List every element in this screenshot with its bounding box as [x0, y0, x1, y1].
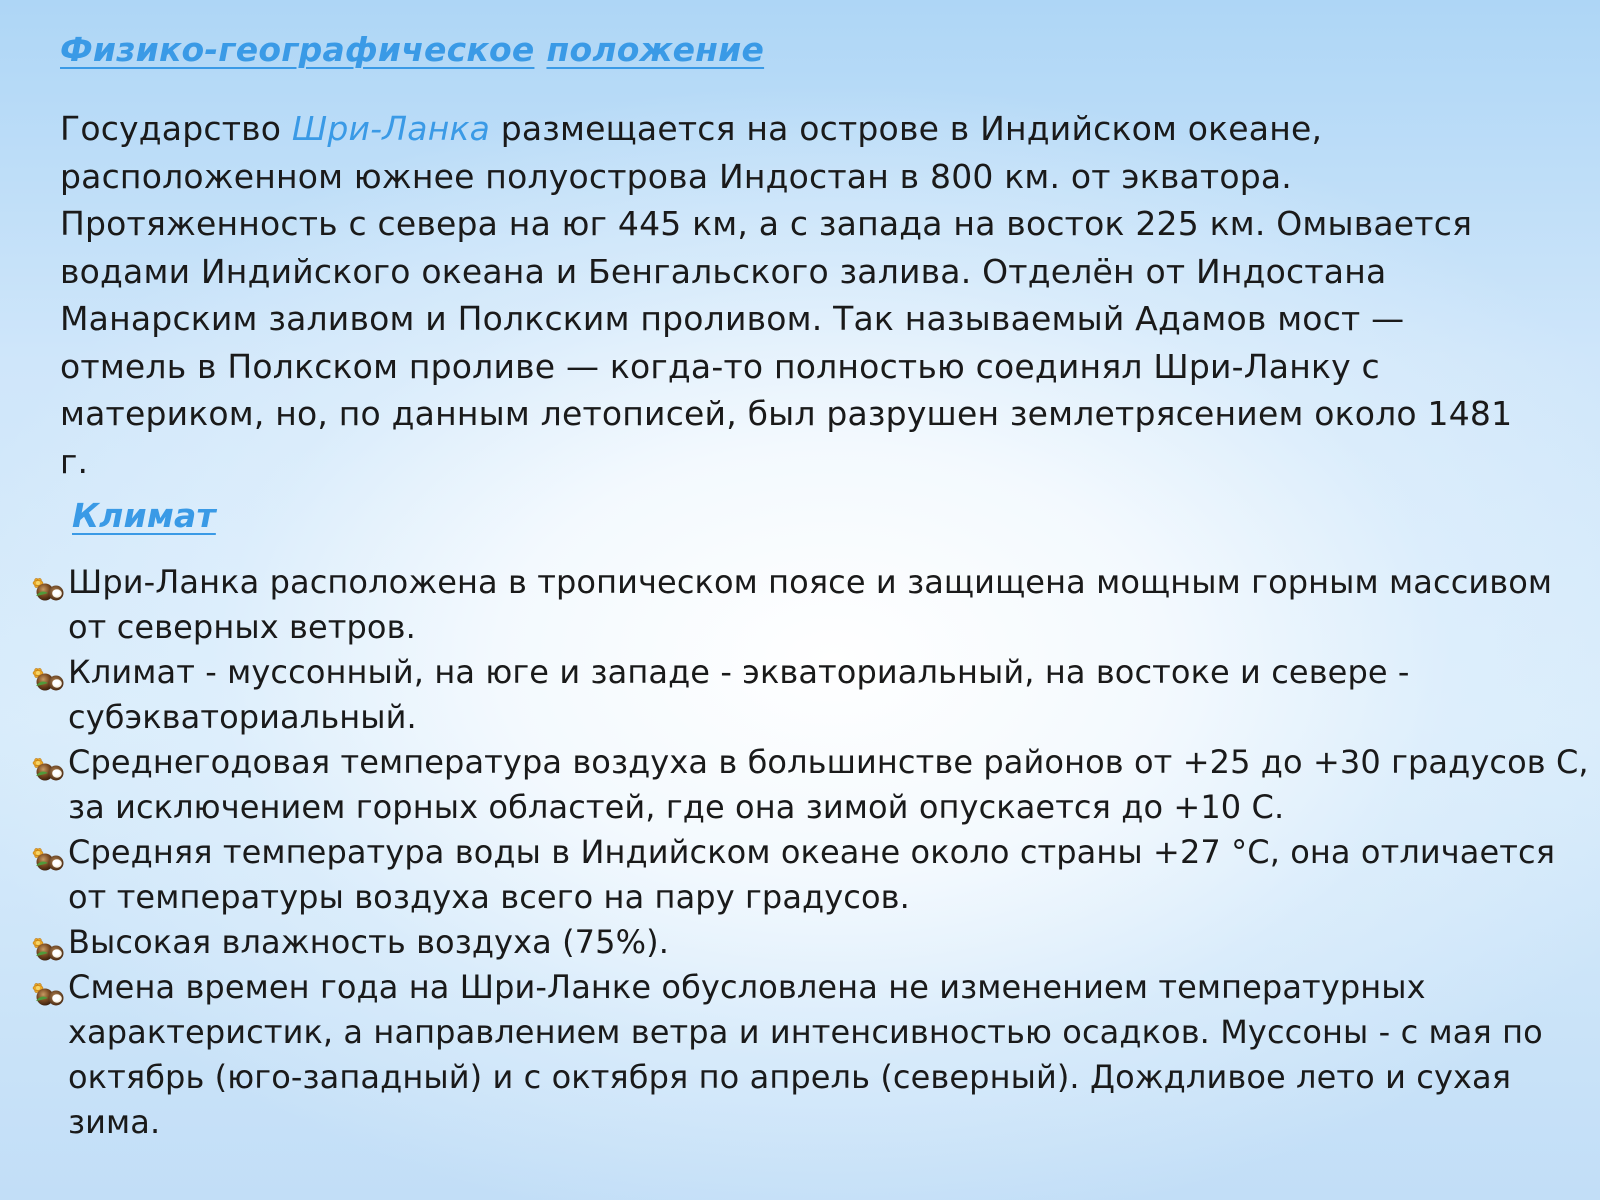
list-item-text: Среднегодовая температура воздуха в большинстве районов от +25 до +30 градусов С, за исключением горных областей, где она зимой опускается до +10 С. [68, 743, 1589, 826]
list-item [30, 560, 1590, 650]
country-name: Шри-Ланка [291, 109, 491, 148]
list-item [30, 830, 1590, 920]
intro-text-rest: размещается на острове в Индийском океане, расположенном южнее полуострова Индостан в 800 км. от экватора. Протяженность с севера на юг 445 км, а с запада на восток 225 км. Омывается водами Индийского океана и Бенгальского залива. Отделён от Индостана Манарским заливом и Полкским проливом. Так называемый Адамов мост — отмель в Полкском проливе — когда-то полностью соединял Шри-Ланку с материком, но, по данным летописей, был разрушен землетрясением около 1481 г. [60, 109, 1513, 481]
list-item [30, 650, 1590, 740]
heading-physical-geography [60, 30, 764, 69]
heading-word-2: положение [546, 30, 765, 69]
coconut-flower-icon [30, 842, 66, 872]
heading-climate: Климат [72, 496, 216, 535]
coconut-flower-icon [30, 752, 66, 782]
list-item-text: Смена времен года на Шри-Ланке обусловлена не изменением температурных характеристик, а направлением ветра и интенсивностью осадков. Муссоны - с мая по октябрь (юго-западный) и с октября по апрель (северный). Дождливое лето и сухая зима. [68, 968, 1543, 1141]
intro-paragraph [60, 105, 1530, 485]
heading-word-1: Физико-географическое [60, 30, 535, 69]
list-item-text: Шри-Ланка расположена в тропическом поясе и защищена мощным горным массивом от северных ветров. [68, 563, 1553, 646]
list-item [30, 920, 1590, 965]
list-item-text: Высокая влажность воздуха (75%). [68, 923, 669, 961]
coconut-flower-icon [30, 572, 66, 602]
list-item-text: Климат - муссонный, на юге и западе - экваториальный, на востоке и севере - субэкваториальный. [68, 653, 1410, 736]
coconut-flower-icon [30, 932, 66, 962]
intro-text-start: Государство [60, 109, 292, 148]
list-item [30, 740, 1590, 830]
climate-list [30, 560, 1590, 1145]
list-item [30, 965, 1590, 1145]
coconut-flower-icon [30, 662, 66, 692]
list-item-text: Средняя температура воды в Индийском океане около страны +27 °С, она отличается от температуры воздуха всего на пару градусов. [68, 833, 1556, 916]
coconut-flower-icon [30, 977, 66, 1007]
